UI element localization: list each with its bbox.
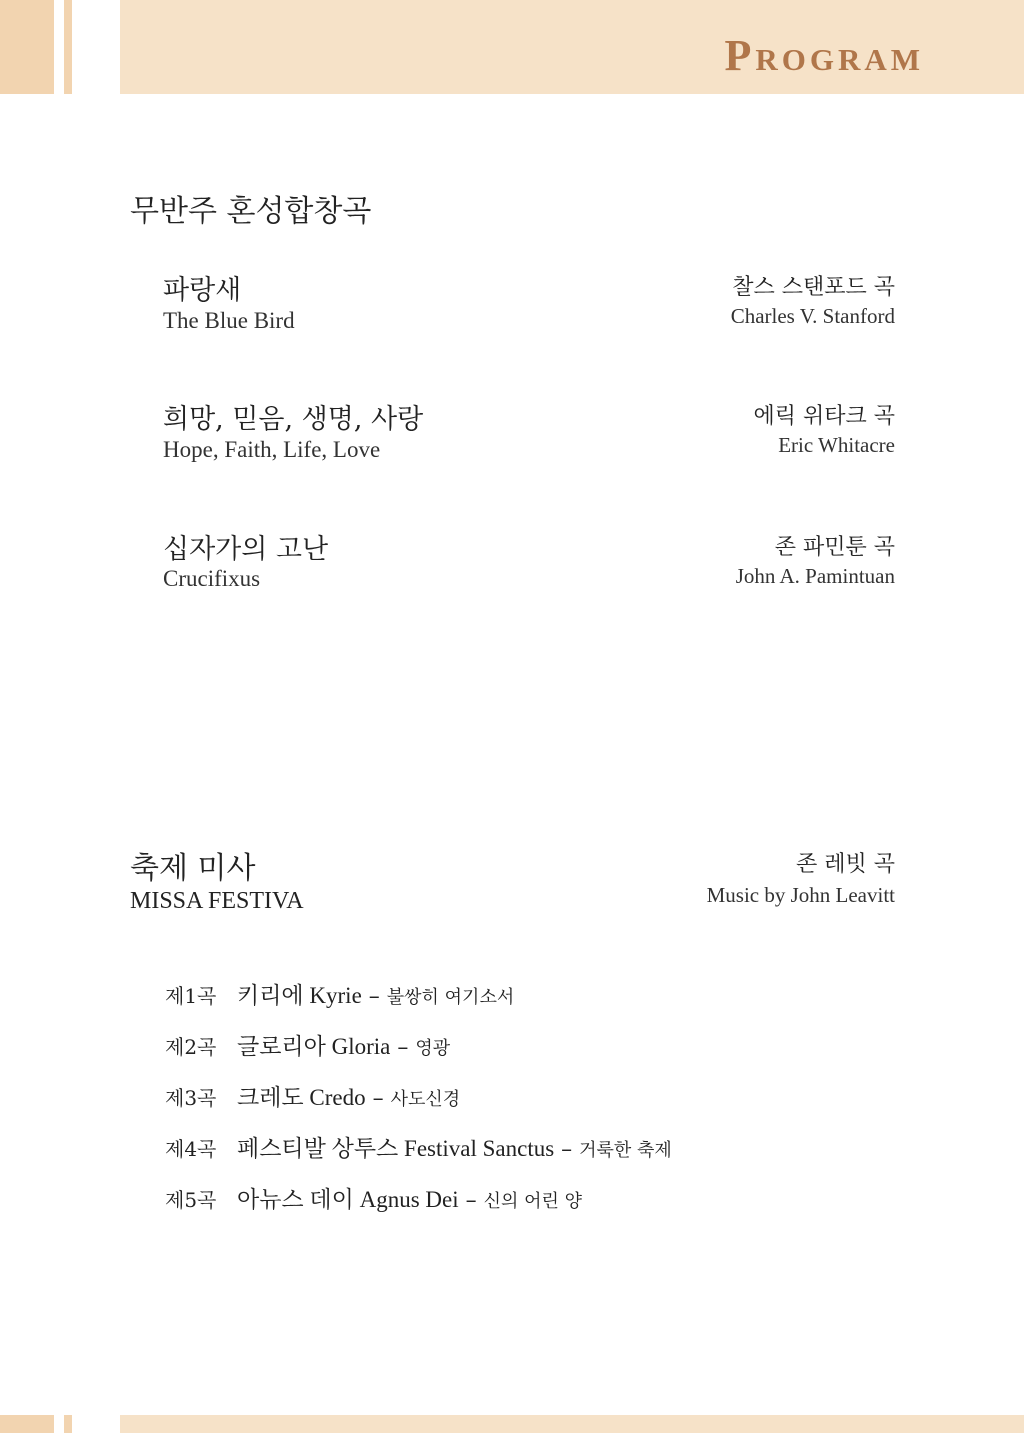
section-subtitle-missa: MISSA FESTIVA [130, 888, 304, 914]
piece-title-en: The Blue Bird [163, 308, 295, 333]
composer-en: Eric Whitacre [778, 433, 895, 457]
footer-band [120, 1415, 1024, 1433]
movement-subtitle: 거룩한 축제 [579, 1140, 672, 1161]
page-title: Program [724, 31, 924, 80]
movement-title: 키리에 Kyrie [237, 983, 362, 1008]
composer-en: John A. Pamintuan [735, 564, 895, 588]
movement-4 [165, 1130, 672, 1163]
section-title-a-cappella: 무반주 혼성합창곡 [130, 194, 372, 229]
movement-title: 크레도 Credo [237, 1085, 366, 1110]
missa-composer-en: Music by John Leavitt [706, 883, 895, 907]
piece-title-ko: 십자가의 고난 [163, 534, 329, 565]
piece-title-en: Crucifixus [163, 566, 261, 591]
movement-title: 아뉴스 데이 Agnus Dei [237, 1187, 459, 1212]
movement-number: 제1곡 [165, 984, 217, 1008]
section-title-missa: 축제 미사 [130, 851, 256, 886]
movement-number: 제5곡 [165, 1188, 217, 1212]
piece-title-en: Hope, Faith, Life, Love [163, 437, 381, 462]
movement-number: 제4곡 [165, 1137, 217, 1161]
movement-3 [165, 1079, 460, 1112]
movement-number: 제3곡 [165, 1086, 217, 1110]
composer-ko: 에릭 위타크 곡 [753, 404, 895, 429]
missa-composer-ko: 존 레빗 곡 [796, 852, 895, 877]
movement-title: 글로리아 Gloria [237, 1034, 391, 1059]
piece-title-ko: 희망, 믿음, 생명, 사랑 [163, 404, 424, 435]
movement-number: 제2곡 [165, 1035, 217, 1059]
composer-ko: 찰스 스탠포드 곡 [732, 275, 895, 300]
movement-dash: – [368, 984, 380, 1009]
movement-dash: – [561, 1137, 573, 1162]
movement-subtitle: 불쌍히 여기소서 [386, 987, 515, 1008]
footer-stripe-left [0, 1415, 54, 1433]
movement-1 [165, 977, 514, 1010]
movement-subtitle: 신의 어린 양 [483, 1191, 582, 1212]
movement-subtitle: 영광 [415, 1038, 451, 1059]
movement-5 [165, 1181, 582, 1214]
movement-dash: – [372, 1086, 384, 1111]
composer-en: Charles V. Stanford [730, 304, 895, 328]
movement-subtitle: 사도신경 [390, 1089, 461, 1110]
composer-ko: 존 파민툰 곡 [774, 535, 895, 560]
movement-dash: – [397, 1035, 409, 1060]
header-stripe-thin [64, 0, 72, 94]
footer-stripe-thin [64, 1415, 72, 1433]
movement-dash: – [465, 1188, 477, 1213]
header-stripe-left [0, 0, 54, 94]
movement-title: 페스티발 상투스 Festival Sanctus [237, 1136, 555, 1161]
piece-title-ko: 파랑새 [163, 275, 242, 306]
movement-2 [165, 1028, 450, 1061]
